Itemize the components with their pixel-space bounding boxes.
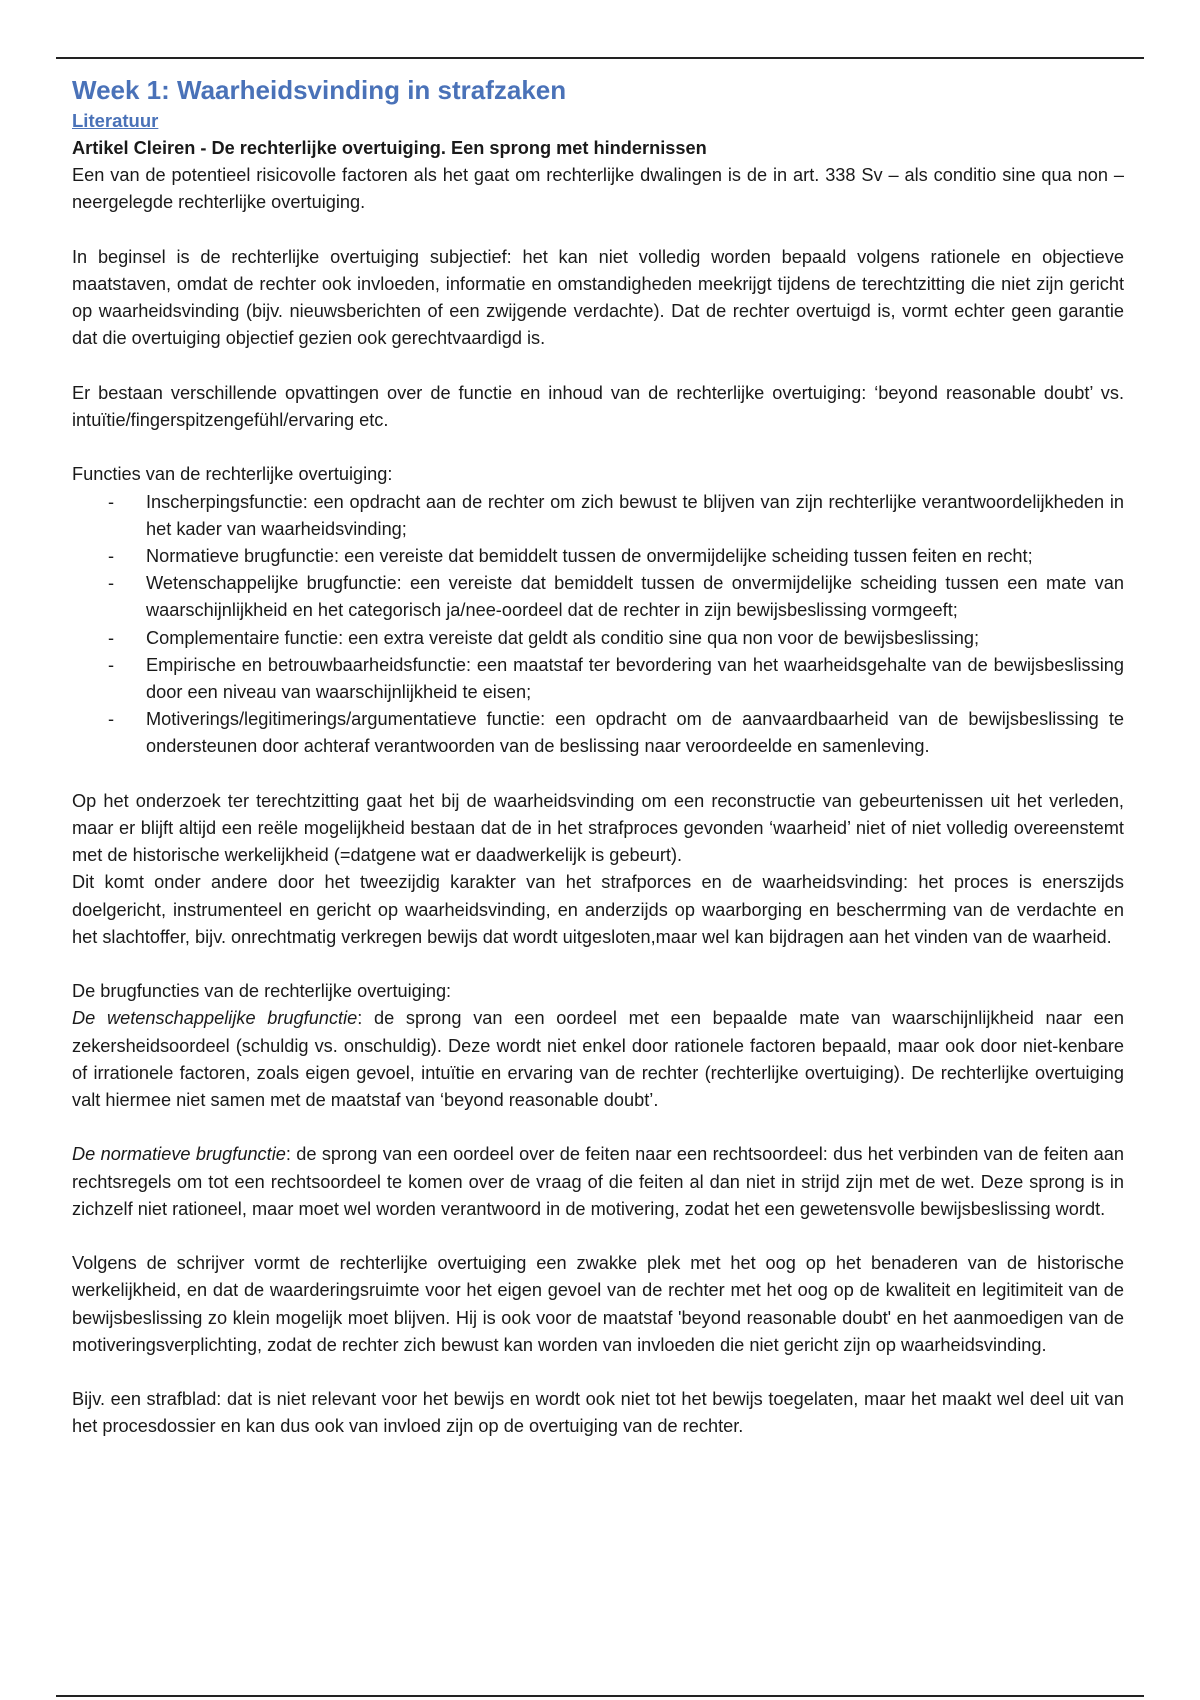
- dual-character-paragraph: Dit komt onder andere door het tweezijdig karakter van het strafporces en de waarheidsvinding: het proces is enerszijds doelgericht, instrumenteel en gericht op waarheidsvinding, en anderzijds op waarborging en bescherrming van de verdachte en het slachtoffer, bijv. onrechtmatig verkregen bewijs dat wordt uitgesloten,maar wel kan bijdragen aan het vinden van de waarheid.: [72, 872, 1124, 947]
- page-title: Week 1: Waarheidsvinding in strafzaken: [72, 75, 567, 105]
- document-body: [72, 72, 1124, 1441]
- bottom-rule: [56, 1695, 1144, 1697]
- list-item: - Wetenschappelijke brugfunctie: een vereiste dat bemiddelt tussen de onvermijdelijke scheiding tussen een mate van waarschijnlijkheid en het categorisch ja/nee-oordeel dat de rechter in zijn bewijsbeslissing vormgeeft;: [72, 570, 1124, 624]
- list-item: - Normatieve brugfunctie: een vereiste dat bemiddelt tussen de onvermijdelijke scheiding tussen feiten en recht;: [72, 543, 1124, 570]
- functions-list: [72, 489, 1124, 761]
- views-paragraph: Er bestaan verschillende opvattingen over de functie en inhoud van de rechterlijke overtuiging: ‘beyond reasonable doubt’ vs. intuïtie/fingerspitzengefühl/ervaring etc.: [72, 382, 1124, 430]
- list-item: - Motiverings/legitimerings/argumentatieve functie: een opdracht om de aanvaardbaarheid van de bewijsbeslissing te ondersteunen door achteraf verantwoorden van de beslissing naar veroordeelde en samenleving.: [72, 706, 1124, 760]
- normative-bridge-paragraph: [72, 1141, 1124, 1223]
- functions-heading: Functies van de rechterlijke overtuiging:: [72, 464, 393, 485]
- example-paragraph: Bijv. een strafblad: dat is niet relevant voor het bewijs en wordt ook niet tot het bewijs toegelaten, maar het maakt wel deel uit van het procesdossier en kan dus ook van invloed zijn op de overtuiging van de rechter.: [72, 1389, 1124, 1437]
- author-view-paragraph: Volgens de schrijver vormt de rechterlijke overtuiging een zwakke plek met het oog op het benaderen van de historische werkelijkheid, en dat de waarderingsruimte voor het eigen gevoel van de rechter met het oog op de kwaliteit en legitimiteit van de bewijsbeslissing zo klein mogelijk moet blijven. Hij is ook voor de maatstaf 'beyond reasonable doubt' en het aanmoedigen van de motiveringsverplichting, zodat de rechter zich bewust kan worden van invloeden die niet gericht zijn op waarheidsvinding.: [72, 1253, 1124, 1355]
- list-item: - Complementaire functie: een extra vereiste dat geldt als conditio sine qua non voor de bewijsbeslissing;: [72, 625, 1124, 652]
- normative-bridge-term: De normatieve brugfunctie: [72, 1144, 286, 1165]
- subjective-paragraph: In beginsel is de rechterlijke overtuiging subjectief: het kan niet volledig worden bepaald volgens rationele en objectieve maatstaven, omdat de rechter ook invloeden, informatie en omstandigheden meekrijgt tijdens de terechtzitting die niet zijn gericht op waarheidsvinding (bijv. nieuwsberichten of een zwijgende verdachte). Dat de rechter overtuigd is, vormt echter geen garantie dat die overtuiging objectief gezien ook gerechtvaardigd is.: [72, 246, 1124, 349]
- normative-bridge-text: : de sprong van een oordeel over de feiten naar een rechtsoordeel: dus het verbinden van de feiten aan rechtsregels om tot een rechtsoordeel te komen over de vraag of die feiten al dan niet in strijd zijn met de wet. Deze sprong is in zichzelf niet rationeel, maar moet wel worden verantwoord in de motivering, zodat het een gewetensvolle bewijsbeslissing wordt.: [72, 1144, 1125, 1219]
- top-rule: [56, 57, 1144, 59]
- reconstruction-paragraph: Op het onderzoek ter terechtzitting gaat het bij de waarheidsvinding om een reconstructie van gebeurtenissen uit het verleden, maar er blijft altijd een reële mogelijkheid bestaan dat de in het strafproces gevonden ‘waarheid’ niet of niet volledig overeenstemt met de historische werkelijkheid (=datgene wat er daadwerkelijk is gebeurt).: [72, 790, 1124, 866]
- intro-paragraph: Een van de potentieel risicovolle factoren als het gaat om rechterlijke dwalingen is de in art. 338 Sv – als conditio sine qua non – neergelegde rechterlijke overtuiging.: [72, 165, 1124, 213]
- scientific-bridge-paragraph: [72, 1005, 1124, 1114]
- bridge-functions-heading: De brugfuncties van de rechterlijke overtuiging:: [72, 981, 452, 1002]
- article-title: Artikel Cleiren - De rechterlijke overtuiging. Een sprong met hindernissen: [72, 138, 707, 159]
- list-item: - Empirische en betrouwbaarheidsfunctie: een maatstaf ter bevordering van het waarheidsgehalte van de bewijsbeslissing door een niveau van waarschijnlijkheid te eisen;: [72, 652, 1124, 706]
- scientific-bridge-term: De wetenschappelijke brugfunctie: [72, 1008, 358, 1029]
- list-item: - Inscherpingsfunctie: een opdracht aan de rechter om zich bewust te blijven van zijn rechterlijke verantwoordelijkheden in het kader van waarheidsvinding;: [72, 489, 1124, 543]
- literature-label: Literatuur: [72, 110, 159, 131]
- scientific-bridge-text: : de sprong van een oordeel met een bepaalde mate van waarschijnlijkheid naar een zekersheidsoordeel (schuldig vs. onschuldig). Deze wordt niet enkel door rationele factoren bepaald, maar ook door niet-kenbare of irrationele factoren, zoals eigen gevoel, intuïtie en ervaring van de rechter (rechterlijke overtuiging). De rechterlijke overtuiging valt hiermee niet samen met de maatstaf van ‘beyond reasonable doubt’.: [72, 1008, 1124, 1111]
